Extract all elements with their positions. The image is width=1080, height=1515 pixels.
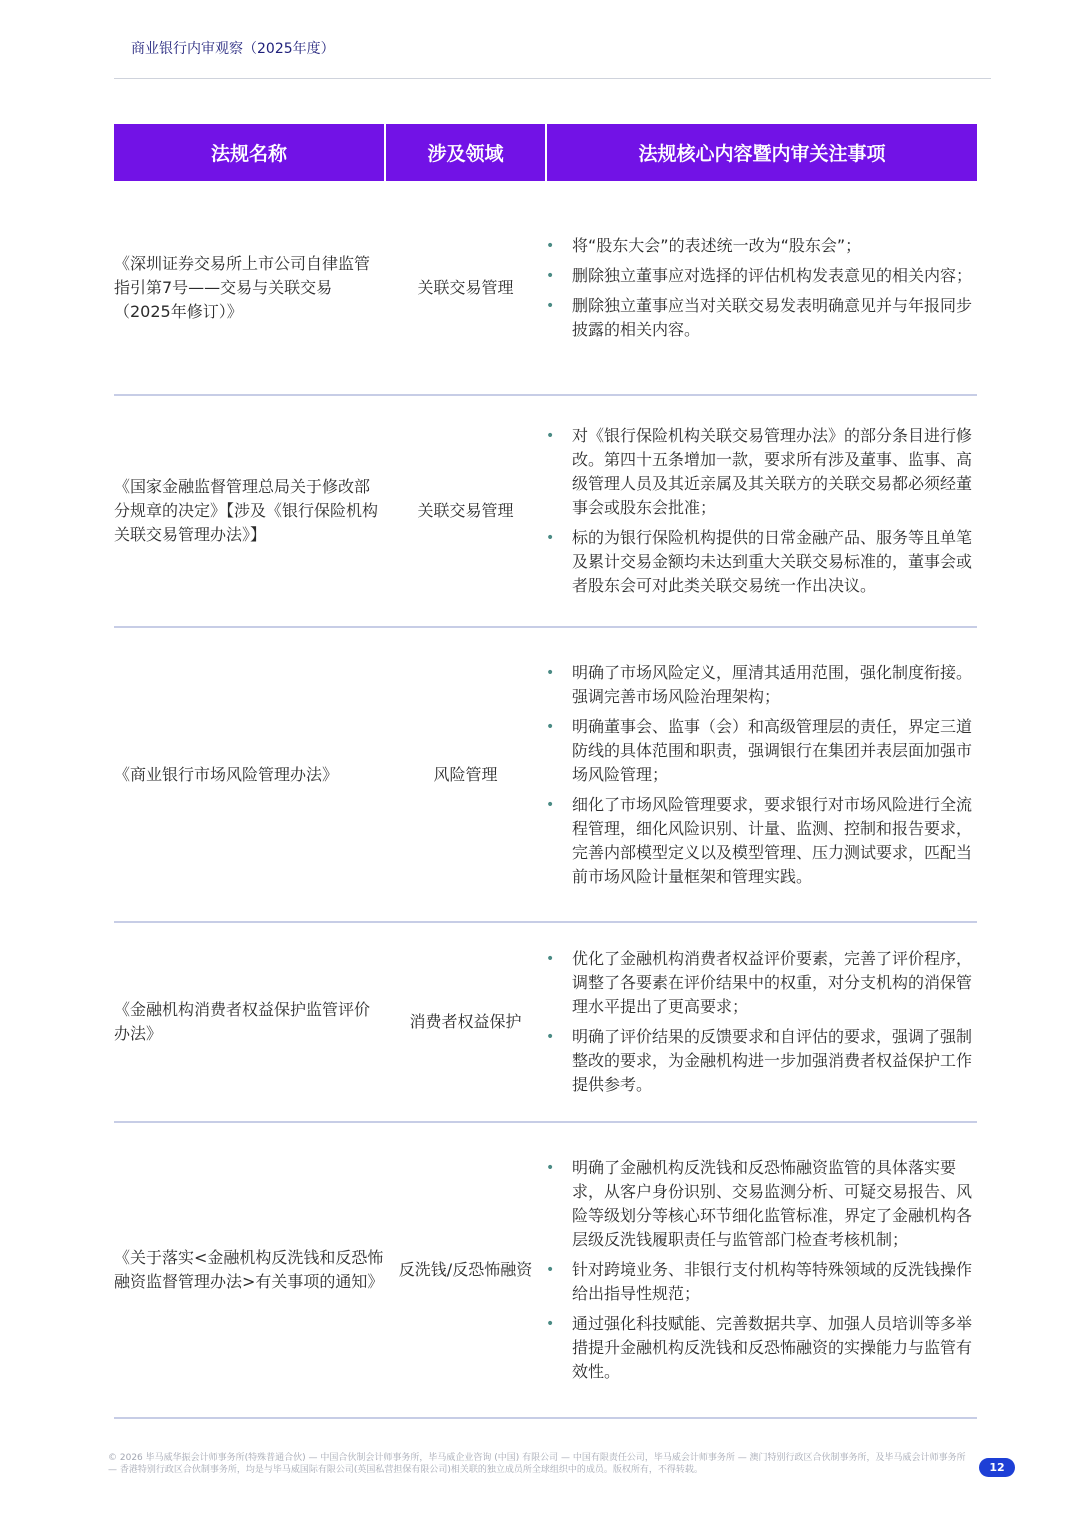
bullet-point: • 明确了市场风险定义，厘清其适用范围，强化制度衔接。强调完善市场风险治理架构；: [546, 661, 977, 709]
regulation-name: 《国家金融监督管理总局关于修改部分规章的决定》【涉及《银行保险机构关联交易管理办法》】: [114, 395, 385, 627]
page-number-badge: 12: [979, 1458, 1015, 1477]
bullet-point: • 优化了金融机构消费者权益评价要素，完善了评价程序，调整了各要素在评价结果中的权重，对分支机构的消保管理水平提出了更高要求；: [546, 947, 977, 1019]
regulation-points: [546, 181, 977, 395]
regulation-domain: 反洗钱/反恐怖融资: [385, 1122, 546, 1418]
bullet-point: • 明确了金融机构反洗钱和反恐怖融资监管的具体落实要求，从客户身份识别、交易监测分析、可疑交易报告、风险等级划分等核心环节细化监管标准，界定了金融机构各层级反洗钱履职责任与监管部门检查考核机制；: [546, 1156, 977, 1252]
regulation-points: [546, 922, 977, 1122]
table-header-row: [114, 124, 977, 181]
regulation-points: [546, 395, 977, 627]
regulation-domain: 消费者权益保护: [385, 922, 546, 1122]
bullet-point: • 将“股东大会”的表述统一改为“股东会”；: [546, 234, 977, 258]
bullet-point: • 对《银行保险机构关联交易管理办法》的部分条目进行修改。第四十五条增加一款，要求所有涉及董事、监事、高级管理人员及其近亲属及其关联方的关联交易都必须经董事会或股东会批准；: [546, 424, 977, 520]
regulation-name: 《关于落实<金融机构反洗钱和反恐怖融资监督管理办法>有关事项的通知》: [114, 1122, 385, 1418]
bullet-point: • 细化了市场风险管理要求，要求银行对市场风险进行全流程管理，细化风险识别、计量、监测、控制和报告要求，完善内部模型定义以及模型管理、压力测试要求，匹配当前市场风险计量框架和管理实践。: [546, 793, 977, 889]
bullet-point: • 标的为银行保险机构提供的日常金融产品、服务等且单笔及累计交易金额均未达到重大关联交易标准的，董事会或者股东会可对此类关联交易统一作出决议。: [546, 526, 977, 598]
regulation-domain: 关联交易管理: [385, 395, 546, 627]
table-row: [114, 922, 977, 1122]
bullet-point: • 明确了评价结果的反馈要求和自评估的要求，强调了强制整改的要求，为金融机构进一步加强消费者权益保护工作提供参考。: [546, 1025, 977, 1097]
column-header-domain: 涉及领域: [385, 124, 546, 181]
bullet-point: • 删除独立董事应当对关联交易发表明确意见并与年报同步披露的相关内容。: [546, 294, 977, 342]
table-row: [114, 395, 977, 627]
header-divider: [114, 78, 991, 79]
footer-copyright: © 2026 毕马威华振会计师事务所(特殊普通合伙) — 中国合伙制会计师事务所，毕马威企业咨询 (中国) 有限公司 — 中国有限责任公司，毕马威会计师事务所 — 澳门特别行政区合伙制事务所，及毕马威会计师事务所 — 香港特别行政区合伙制事务所，均是与毕马威国际有限公司(英国私营担保有限公司)相关联的独立成员所全球组织中的成员。版权所有，不得转载。: [108, 1453, 966, 1475]
bullet-point: • 删除独立董事应对选择的评估机构发表意见的相关内容；: [546, 264, 977, 288]
column-header-name: 法规名称: [114, 124, 385, 181]
regulation-name: 《商业银行市场风险管理办法》: [114, 627, 385, 922]
bullet-point: • 明确董事会、监事（会）和高级管理层的责任，界定三道防线的具体范围和职责，强调银行在集团并表层面加强市场风险管理；: [546, 715, 977, 787]
regulation-domain: 风险管理: [385, 627, 546, 922]
bullet-point: • 针对跨境业务、非银行支付机构等特殊领域的反洗钱操作给出指导性规范；: [546, 1258, 977, 1306]
regulation-table: [114, 124, 977, 1419]
regulation-name: 《金融机构消费者权益保护监管评价办法》: [114, 922, 385, 1122]
table-row: [114, 1122, 977, 1418]
column-header-points: 法规核心内容暨内审关注事项: [546, 124, 977, 181]
table-row: [114, 181, 977, 395]
table-row: [114, 627, 977, 922]
regulation-points: [546, 627, 977, 922]
regulation-name: 《深圳证券交易所上市公司自律监管指引第7号——交易与关联交易（2025年修订）》: [114, 181, 385, 395]
page-header-title: 商业银行内审观察（2025年度）: [131, 41, 335, 57]
regulation-domain: 关联交易管理: [385, 181, 546, 395]
regulation-points: [546, 1122, 977, 1418]
bullet-point: • 通过强化科技赋能、完善数据共享、加强人员培训等多举措提升金融机构反洗钱和反恐怖融资的实操能力与监管有效性。: [546, 1312, 977, 1384]
